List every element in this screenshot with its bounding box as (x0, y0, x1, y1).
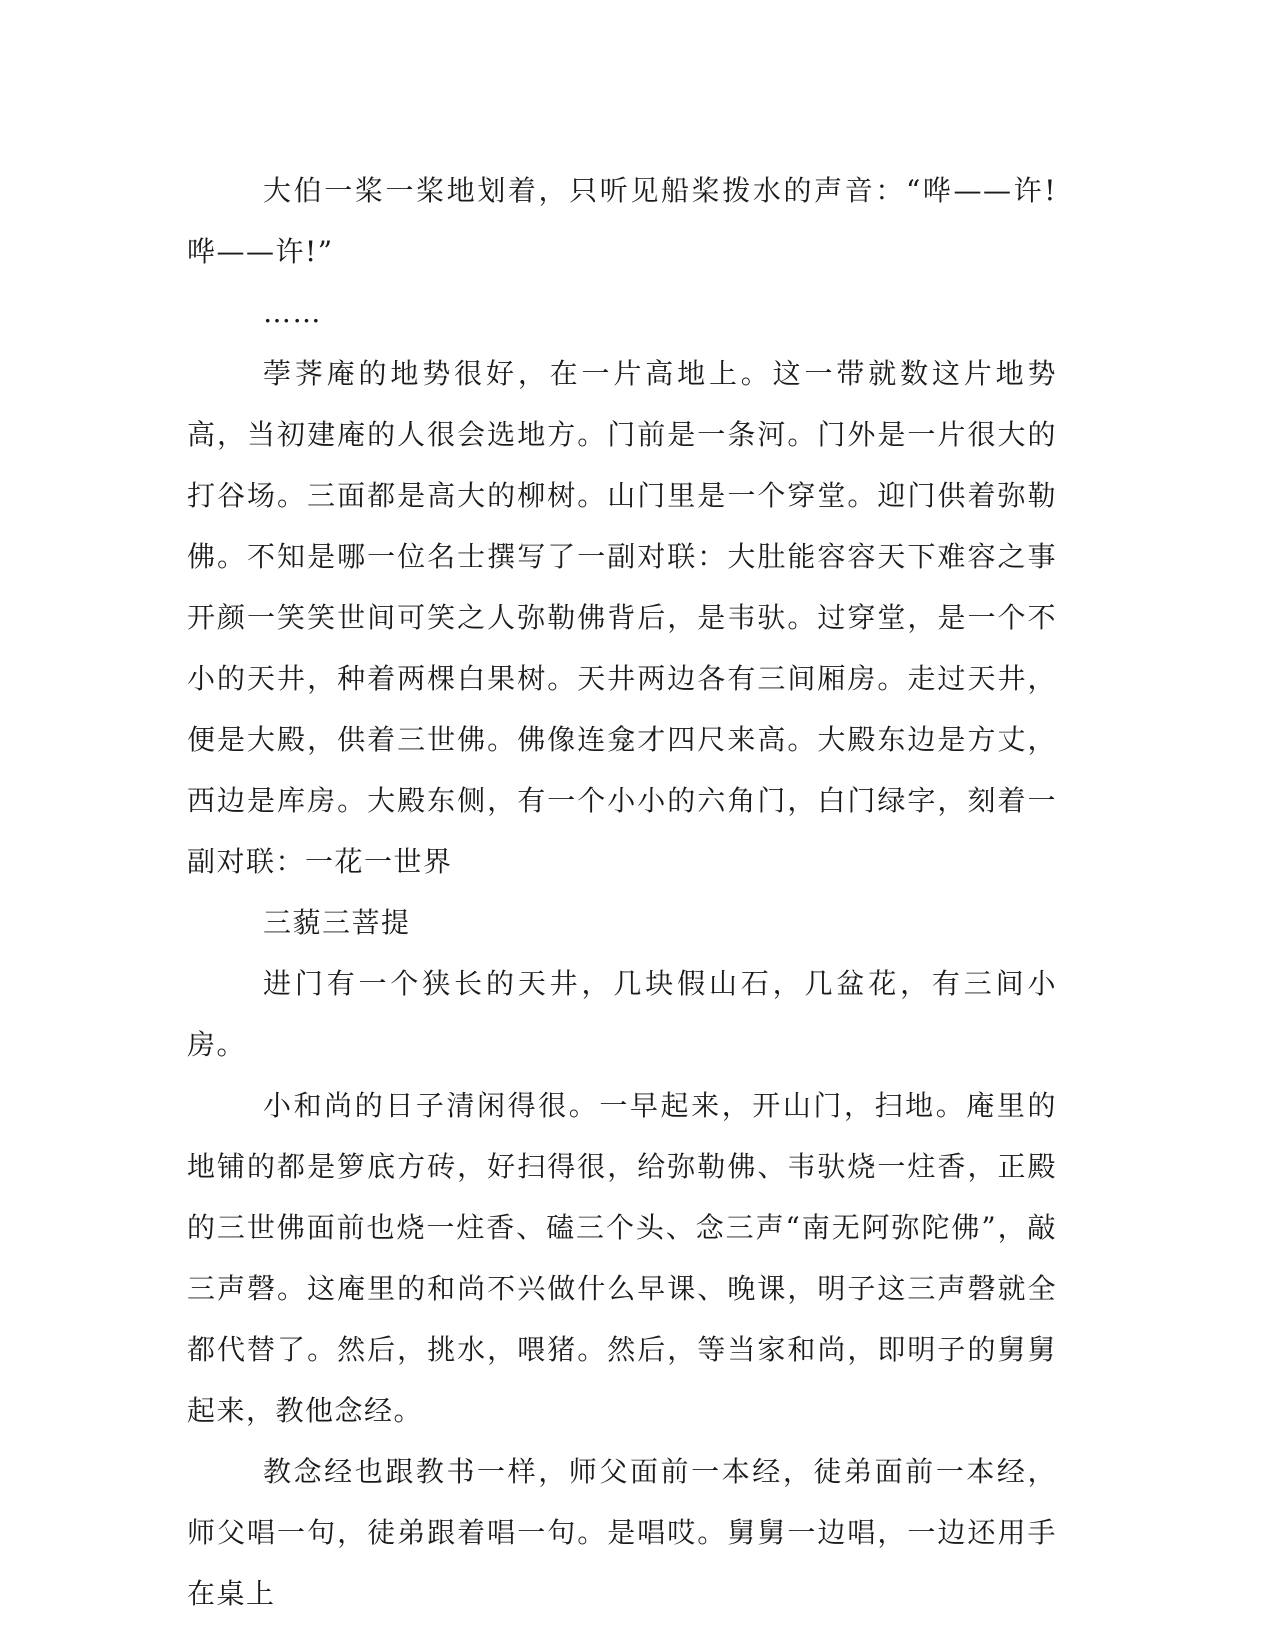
paragraph-courtyard: 进门有一个狭长的天井，几块假山石，几盆花，有三间小房。 (187, 967, 1057, 1061)
paragraph-daily-life: 小和尚的日子清闲得很。一早起来，开山门，扫地。庵里的地铺的都是箩底方砖，好扫得很，给弥勒佛、韦驮烧一炷香，正殿的三世佛面前也烧一炷香、磕三个头、念三声“南无阿弥陀佛”，敲三声磬。这庵里的和尚不兴做什么早课、晚课，明子这三声磬就全都代替了。然后，挑水，喂猪。然后，等当家和尚，即明子的舅舅起来，教他念经。 (187, 1089, 1057, 1427)
paragraph-ellipsis: …… (263, 296, 322, 329)
paragraph-rowing: 大伯一桨一桨地划着，只听见船桨拨水的声音：“哗——许!哗——许!” (187, 174, 1057, 268)
paragraph-couplet-line: 三藐三菩提 (263, 906, 411, 939)
paragraph-temple-layout: 荸荠庵的地势很好，在一片高地上。这一带就数这片地势高，当初建庵的人很会选地方。门前是一条河。门外是一片很大的打谷场。三面都是高大的柳树。山门里是一个穿堂。迎门供着弥勒佛。不知是哪一位名士撰写了一副对联：大肚能容容天下难容之事开颜一笑笑世间可笑之人弥勒佛背后，是韦驮。过穿堂，是一个不小的天井，种着两棵白果树。天井两边各有三间厢房。走过天井，便是大殿，供着三世佛。佛像连龛才四尺来高。大殿东边是方丈，西边是库房。大殿东侧，有一个小小的六角门，白门绿字，刻着一副对联：一花一世界 (187, 357, 1057, 878)
paragraph-chanting-lesson: 教念经也跟教书一样，师父面前一本经，徒弟面前一本经，师父唱一句，徒弟跟着唱一句。是唱哎。舅舅一边唱，一边还用手在桌上 (187, 1455, 1057, 1610)
body-text (187, 160, 1057, 1624)
